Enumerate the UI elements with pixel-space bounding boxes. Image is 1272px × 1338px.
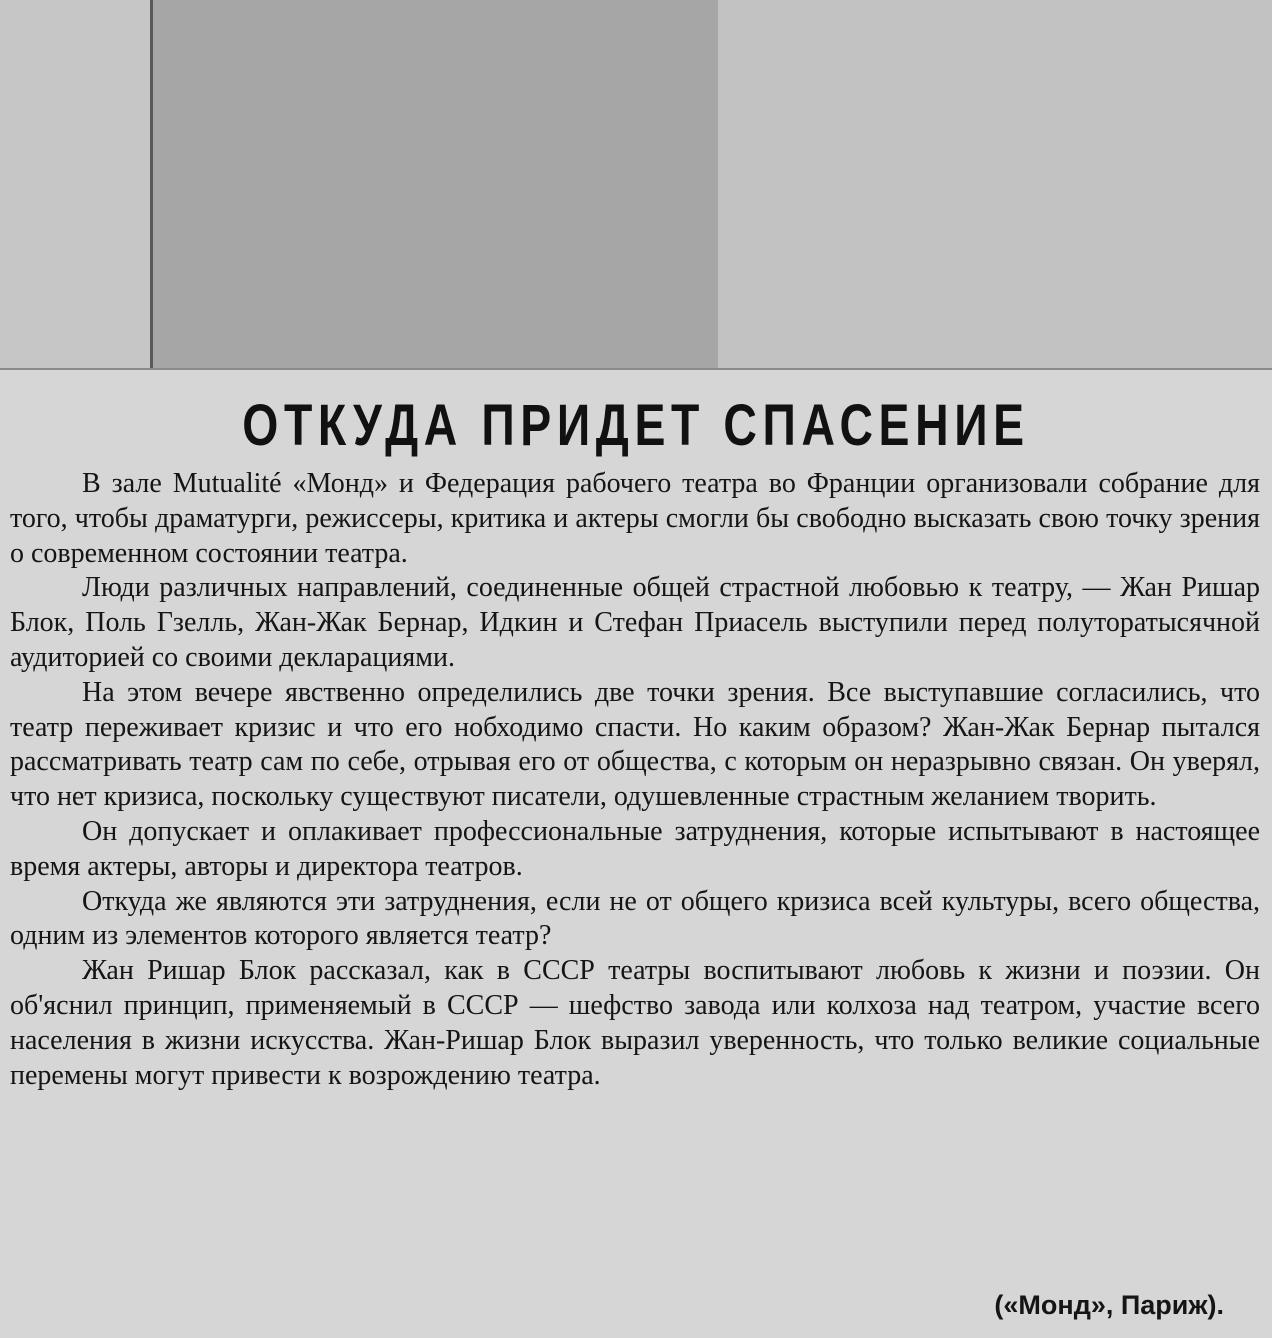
top-photo-region xyxy=(0,0,1272,368)
article-paragraph: Люди различных направлений, соединенные общей страстной любовью к театру, — Жан Ришар Блок, Поль Гзелль, Жан-Жак Бернар, Идкин и Стефан Приасель выступили перед полуторатысячной аудиторией со своими декларациями. xyxy=(10,572,1260,673)
article-headline: ОТКУДА ПРИДЕТ СПАСЕНИЕ xyxy=(242,393,1030,458)
source-signature: («Монд», Париж). xyxy=(994,1290,1224,1320)
paper-strip-right xyxy=(718,0,1272,368)
article-paragraph: Откуда же являются эти затруднения, если не от общего кризиса всей культуры, всего общества, одним из элементов которого является театр? xyxy=(10,885,1260,952)
dark-paper-panel xyxy=(150,0,718,368)
article-paragraph: Жан Ришар Блок рассказал, как в СССР театры воспитывают любовь к жизни и поэзии. Он об'яснил принцип, применяемый в СССР — шефство завода или колхоза над театром, участие всего населения в жизни искусства. Жан-Ришар Блок выразил уверенность, что только великие социальные перемены могут привести к возрождению театра. xyxy=(10,955,1260,1091)
newspaper-clipping xyxy=(0,368,1272,1338)
article-body xyxy=(10,467,1260,1093)
article-paragraph: Он допускает и оплакивает профессиональные затруднения, которые испытывают в настоящее время актеры, авторы и директора театров. xyxy=(10,815,1260,882)
paper-strip-left xyxy=(0,0,150,368)
article-paragraph: В зале Mutualité «Монд» и Федерация рабочего театра во Франции организовали собрание для того, чтобы драматурги, режиссеры, критика и актеры смогли бы свободно высказать свою точку зрения о современном состоянии театра. xyxy=(10,468,1260,569)
article-paragraph: На этом вечере явственно определились две точки зрения. Все выступавшие согласились, что театр переживает кризис и что его нобходимо спасти. Но каким образом? Жан-Жак Бернар пытался рассматривать театр сам по себе, отрывая его от общества, с которым он неразрывно связан. Он уверял, что нет кризиса, поскольку существуют писатели, одушевленные страстным желанием творить. xyxy=(10,676,1260,813)
